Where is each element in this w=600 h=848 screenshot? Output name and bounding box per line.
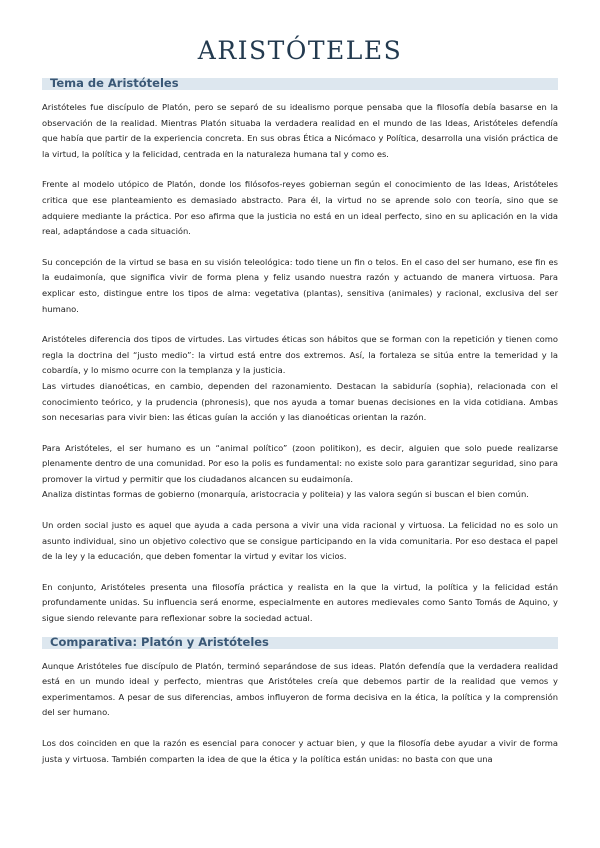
section-heading-comparativa — [42, 635, 558, 650]
section-heading-tema — [42, 76, 558, 91]
document-title: ARISTÓTELES — [197, 36, 403, 65]
paragraph-2: Frente al modelo utópico de Platón, donde los filósofos-reyes gobiernan según el conocimiento de las Ideas, Aristóteles critica que ese planteamiento es demasiado abstracto. Para él, la virtud no se aprende solo con teoría, sino que se adquiere mediante la práctica. Por eso afirma que la justicia no está en un ideal perfecto, sino en su aplicación en la vida real, adaptándose a cada situación. — [42, 179, 558, 237]
paragraph-4: Aristóteles diferencia dos tipos de virtudes. Las virtudes éticas son hábitos que se forman con la repetición y tienen como regla la doctrina del “justo medio”: la virtud está entre dos extremos. Así, la fortaleza se sitúa entre la temeridad y la cobardía, y lo mismo ocurre con la templanza y la justicia. — [42, 334, 558, 376]
section-heading-tema-text: Tema de Aristóteles — [50, 76, 179, 90]
paragraph-1: Aristóteles fue discípulo de Platón, pero se separó de su idealismo porque pensaba que la filosofía debía basarse en la observación de la realidad. Mientras Platón situaba la verdadera realidad en el mundo de las Ideas, Aristóteles defendía que había que partir de la experiencia concreta. En sus obras Ética a Nicómaco y Política, desarrolla una visión práctica de la virtud, la política y la felicidad, centrada en la naturaleza humana tal y como es. — [42, 102, 558, 159]
section-heading-comparativa-text: Comparativa: Platón y Aristóteles — [50, 634, 269, 649]
paragraph-10: Aunque Aristóteles fue discípulo de Platón, terminó separándose de sus ideas. Platón defendía que la verdadera realidad está en un mundo ideal y perfecto, mientras que Aristóteles creía que debemos partir de la realidad que vemos y experimentamos. A pesar de sus diferencias, ambos influyeron de forma decisiva en la ética, la política y la comprensión del ser humano. — [42, 660, 558, 718]
paragraph-8: Un orden social justo es aquel que ayuda a cada persona a vivir una vida racional y virtuosa. La felicidad no es solo un asunto individual, sino un objetivo colectivo que se consigue participando en la vida comunitaria. Por eso destaca el papel de la ley y la educación, que deben fomentar la virtud y evitar los vicios. — [42, 520, 558, 562]
paragraph-5: Las virtudes dianoéticas, en cambio, dependen del razonamiento. Destacan la sabiduría (sophia), relacionada con el conocimiento teórico, y la prudencia (phronesis), que nos ayuda a tomar buenas decisiones en la vida cotidiana. Ambas son necesarias para vivir bien: las éticas guían la acción y las dianoéticas orientan la razón. — [42, 380, 558, 423]
paragraph-6: Para Aristóteles, el ser humano es un “animal político” (zoon politikon), es decir, alguien que solo puede realizarse plenamente dentro de una comunidad. Por eso la polis es fundamental: no existe solo para garantizar seguridad, sino para promover la virtud y permitir que los ciudadanos alcancen su eudaimonía. — [42, 442, 558, 484]
paragraph-9: En conjunto, Aristóteles presenta una filosofía práctica y realista en la que la virtud, la política y la felicidad están profundamente unidas. Su influencia será enorme, especialmente en autores medievales como Santo Tomás de Aquino, y sigue siendo relevante para reflexionar sobre la sociedad actual. — [42, 581, 558, 624]
paragraph-7: Analiza distintas formas de gobierno (monarquía, aristocracia y politeia) y las valora según si buscan el bien común. — [42, 489, 529, 500]
paragraph-3: Su concepción de la virtud se basa en su visión teleológica: todo tiene un fin o telos. En el caso del ser humano, ese fin es la eudaimonía, que significa vivir de forma plena y feliz usando nuestra razón y actuando de manera virtuosa. Para explicar esto, distingue entre los tipos de alma: vegetativa (plantas), sensitiva (animales) y racional, exclusiva del ser humano. — [42, 256, 558, 314]
paragraph-11: Los dos coinciden en que la razón es esencial para conocer y actuar bien, y que la filosofía debe ayudar a vivir de forma justa y virtuosa. También comparten la idea de que la ética y la política están unidas: no basta con que una — [42, 738, 558, 764]
